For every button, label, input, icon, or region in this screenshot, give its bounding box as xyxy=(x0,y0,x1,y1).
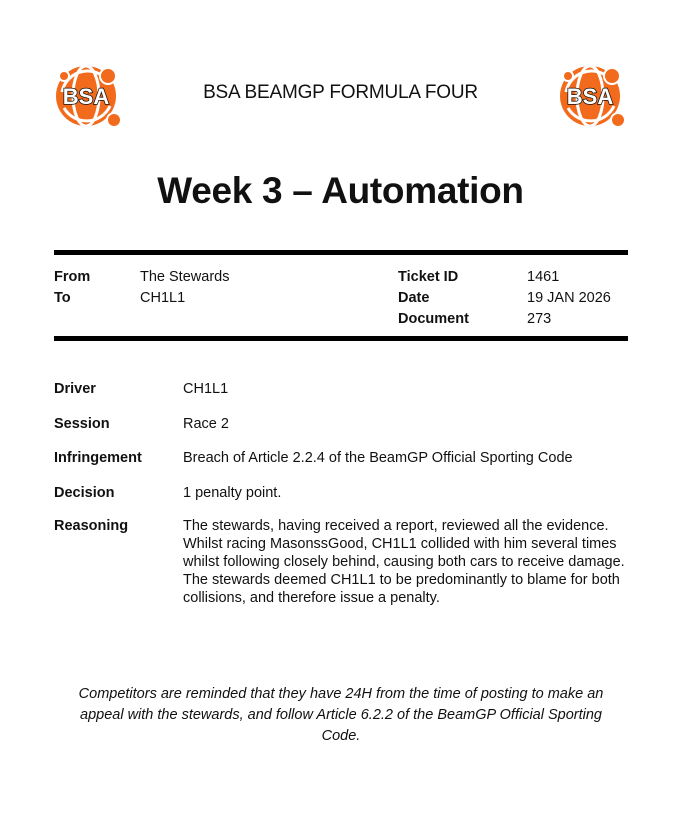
driver-label: Driver xyxy=(54,381,96,397)
reasoning-row xyxy=(54,517,628,607)
bsa-logo-icon xyxy=(556,62,628,130)
logo-text: BSA xyxy=(566,84,614,109)
document-label: Document xyxy=(398,311,469,327)
decision-value: 1 penalty point. xyxy=(183,485,282,501)
reasoning-value: The stewards, having received a report, reviewed all the evidence. Whilst racing MasonssGood, CH1L1 collided with him several times whilst following closely behind, causing both cars to receive damage. The stewards deemed CH1L1 to be predominantly to blame for both collisions, and therefore issue a penalty. xyxy=(183,518,625,606)
session-row xyxy=(54,415,628,433)
reasoning-label: Reasoning xyxy=(54,518,129,534)
to-row xyxy=(54,288,229,309)
infringement-row xyxy=(54,449,628,467)
infringement-value: Breach of Article 2.2.4 of the BeamGP Official Sporting Code xyxy=(183,450,573,466)
series-name: BSA BEAMGP FORMULA FOUR xyxy=(203,82,478,103)
to-value: CH1L1 xyxy=(140,290,186,306)
from-label: From xyxy=(54,269,91,285)
divider-bottom xyxy=(54,336,628,341)
to-label: To xyxy=(54,290,71,306)
reference-block xyxy=(398,267,611,330)
ticket-row xyxy=(398,267,611,288)
logo-text: BSA xyxy=(62,84,110,109)
addressing-block xyxy=(54,267,229,309)
driver-row xyxy=(54,380,628,398)
appeal-notice: Competitors are reminded that they have 24H from the time of posting to make an appeal with the stewards, and follow Article 6.2.2 of the BeamGP Official Sporting Code. xyxy=(78,686,604,744)
decision-row xyxy=(54,484,628,502)
infringement-label: Infringement xyxy=(54,450,142,466)
ticket-label: Ticket ID xyxy=(398,269,459,285)
document-value: 273 xyxy=(527,311,552,327)
driver-value: CH1L1 xyxy=(183,381,229,397)
date-label: Date xyxy=(398,290,430,306)
date-row xyxy=(398,288,611,309)
document-title: Week 3 – Automation xyxy=(157,170,524,211)
session-label: Session xyxy=(54,416,110,432)
session-value: Race 2 xyxy=(183,416,229,432)
document-row xyxy=(398,309,611,330)
date-value: 19 JAN 2026 xyxy=(527,290,611,306)
divider-top xyxy=(54,250,628,255)
from-value: The Stewards xyxy=(140,269,230,285)
decision-label: Decision xyxy=(54,485,115,501)
ticket-value: 1461 xyxy=(527,269,560,285)
from-row xyxy=(54,267,229,288)
